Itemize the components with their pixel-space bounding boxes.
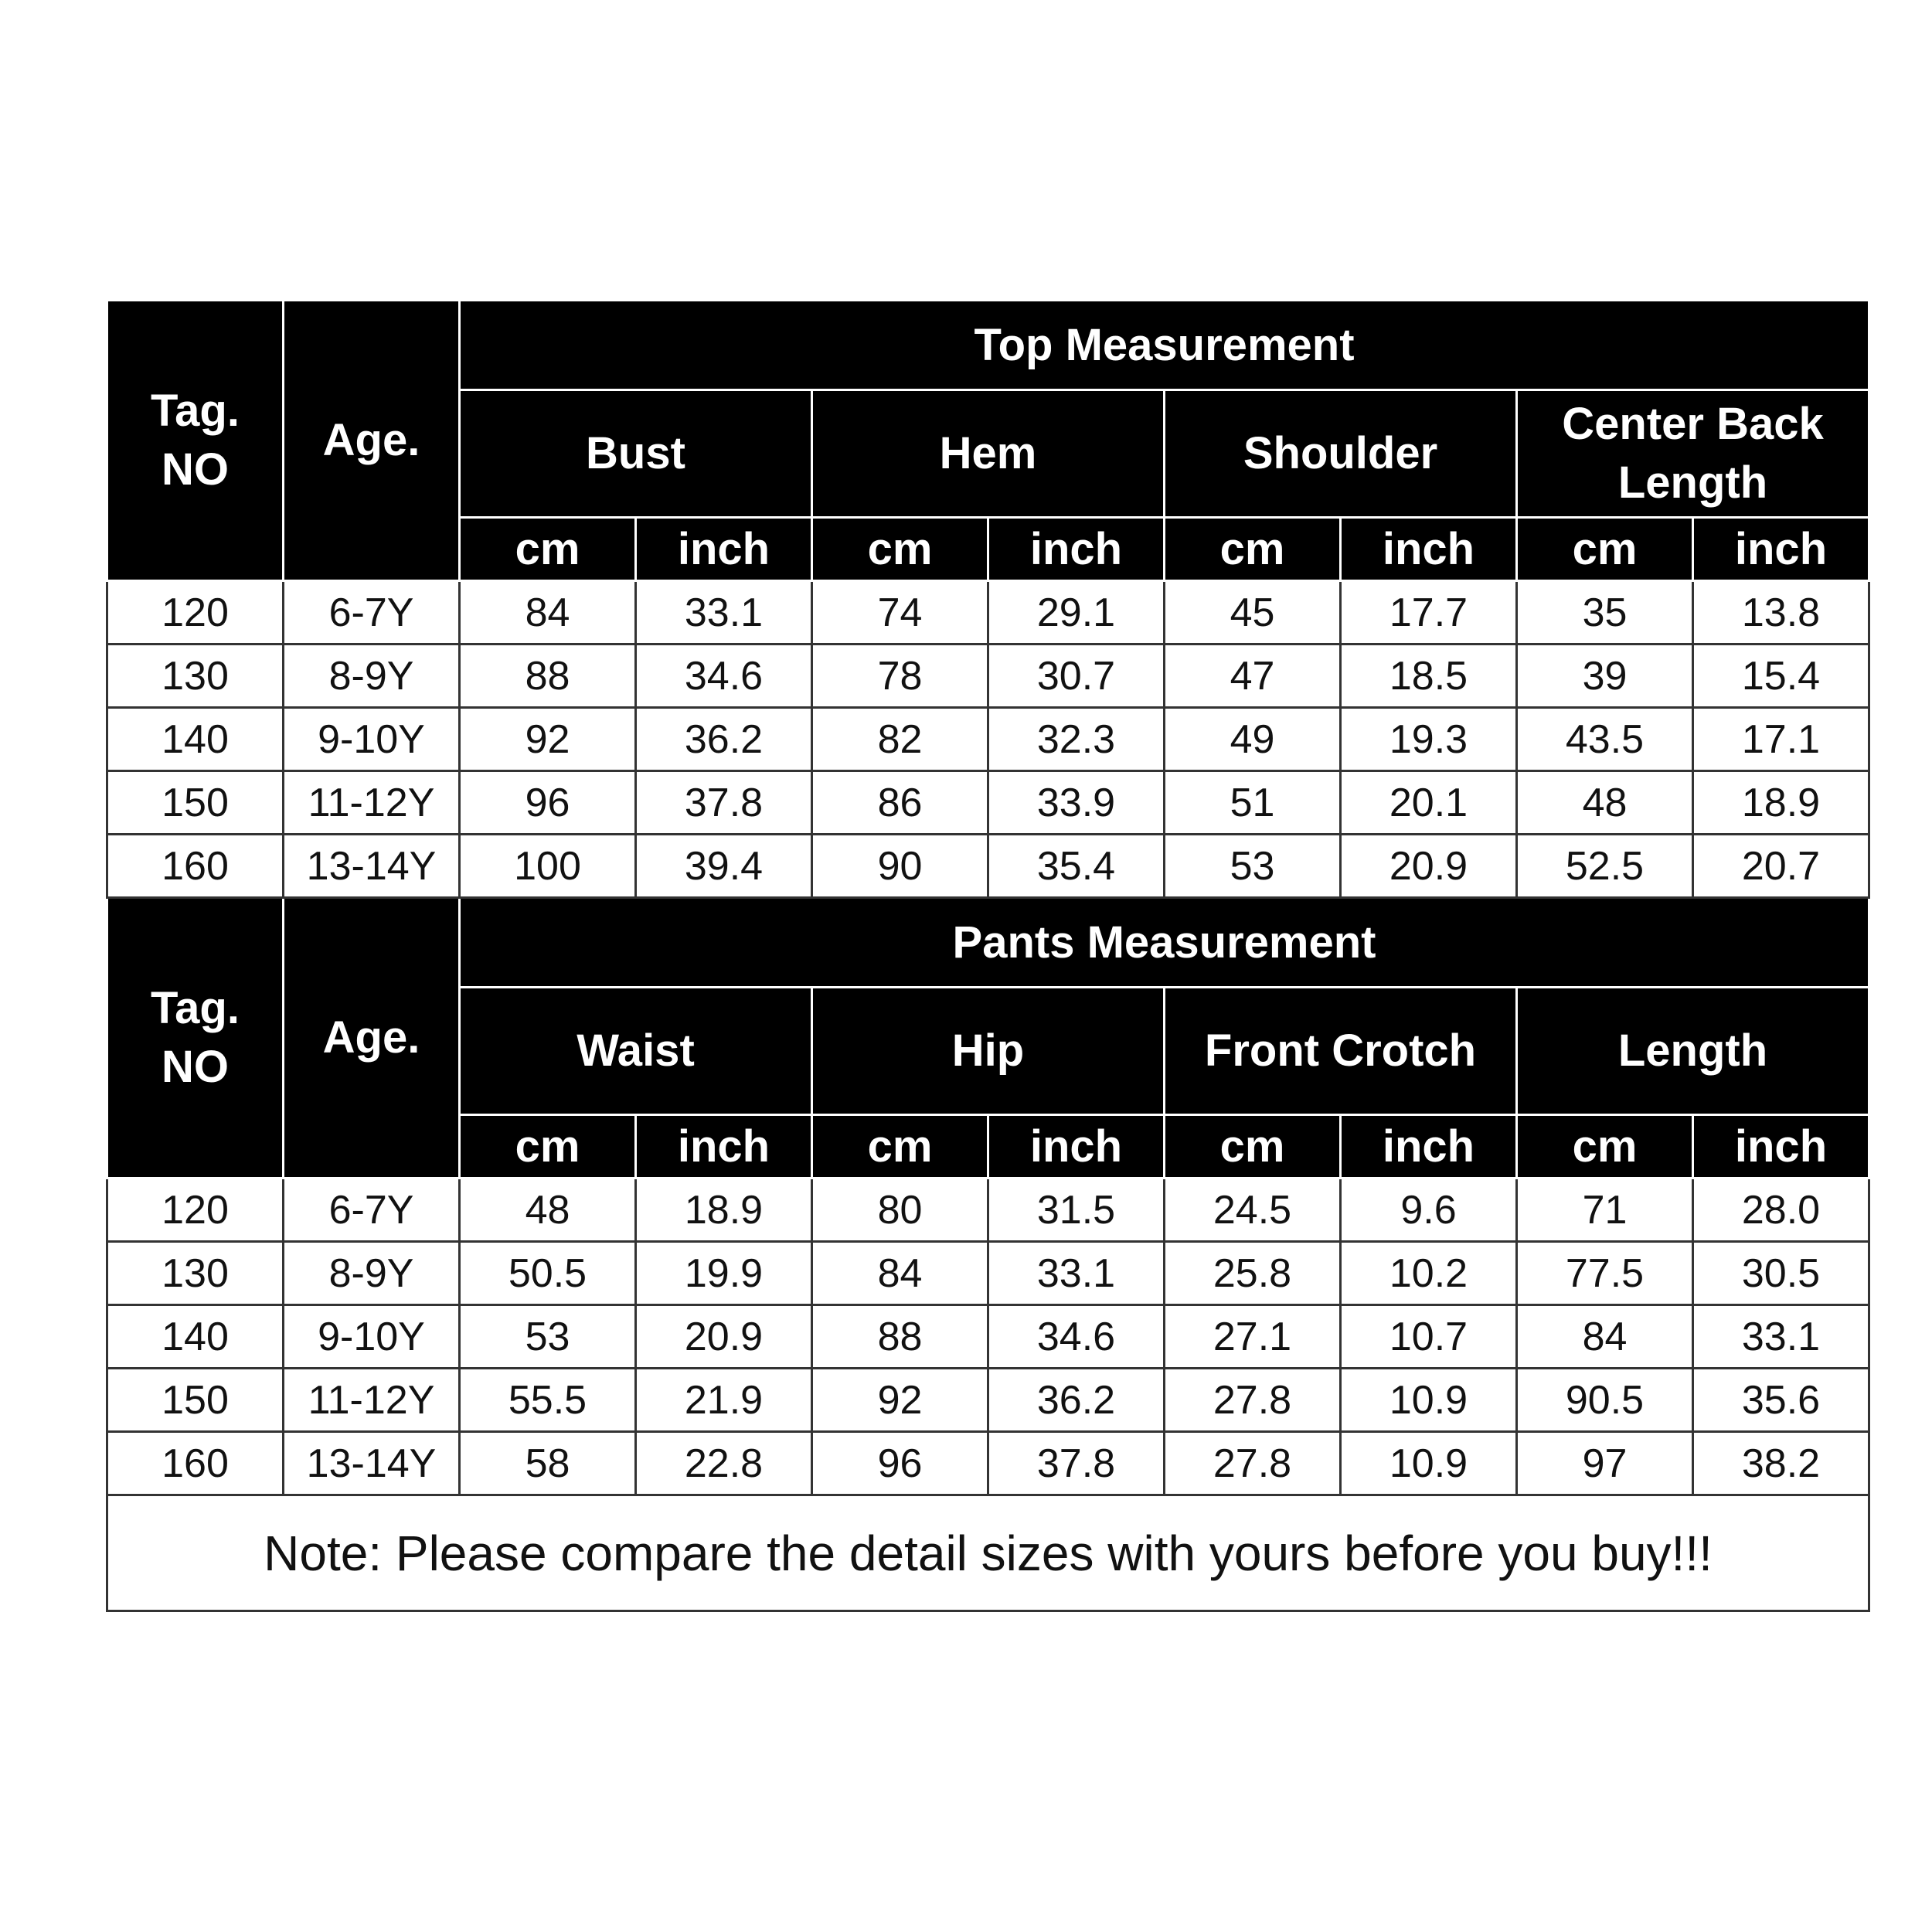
- table-cell: 27.8: [1165, 1369, 1341, 1432]
- table-cell: 10.7: [1341, 1305, 1517, 1369]
- table-cell: 71: [1517, 1179, 1693, 1242]
- table-cell: 47: [1165, 645, 1341, 708]
- unit-inch-header: inch: [636, 1115, 812, 1179]
- table-row: [107, 1305, 1869, 1369]
- table-cell: 33.9: [988, 771, 1165, 835]
- table-cell: 18.9: [636, 1179, 812, 1242]
- pants-title-row: [107, 898, 1869, 988]
- table-cell: 28.0: [1693, 1179, 1869, 1242]
- unit-inch-header: inch: [636, 518, 812, 581]
- table-cell: 92: [460, 708, 636, 771]
- table-cell: 77.5: [1517, 1242, 1693, 1305]
- table-cell: 48: [1517, 771, 1693, 835]
- table-cell: 58: [460, 1432, 636, 1495]
- table-cell: 53: [1165, 835, 1341, 898]
- unit-cm-header: cm: [460, 518, 636, 581]
- table-cell: 29.1: [988, 581, 1165, 645]
- unit-inch-header: inch: [1693, 1115, 1869, 1179]
- table-cell: 6-7Y: [284, 1179, 460, 1242]
- table-cell: 17.1: [1693, 708, 1869, 771]
- unit-cm-header: cm: [812, 518, 988, 581]
- table-cell: 15.4: [1693, 645, 1869, 708]
- size-chart-table: [106, 299, 1870, 1612]
- table-cell: 13.8: [1693, 581, 1869, 645]
- top-section-title: Top Measurement: [460, 301, 1869, 390]
- unit-cm-header: cm: [1165, 1115, 1341, 1179]
- table-cell: 9-10Y: [284, 708, 460, 771]
- table-cell: 51: [1165, 771, 1341, 835]
- table-cell: 13-14Y: [284, 835, 460, 898]
- unit-cm-header: cm: [812, 1115, 988, 1179]
- pants-section-title: Pants Measurement: [460, 898, 1869, 988]
- table-cell: 52.5: [1517, 835, 1693, 898]
- table-cell: 21.9: [636, 1369, 812, 1432]
- table-cell: 88: [460, 645, 636, 708]
- table-cell: 120: [107, 581, 284, 645]
- top-group-header: [1165, 390, 1517, 518]
- table-cell: 36.2: [988, 1369, 1165, 1432]
- table-row: [107, 708, 1869, 771]
- table-cell: 86: [812, 771, 988, 835]
- unit-cm-header: cm: [1165, 518, 1341, 581]
- table-cell: 92: [812, 1369, 988, 1432]
- table-cell: 27.8: [1165, 1432, 1341, 1495]
- table-cell: 150: [107, 771, 284, 835]
- group-label: Length: [1617, 1026, 1768, 1076]
- table-cell: 140: [107, 1305, 284, 1369]
- table-cell: 84: [1517, 1305, 1693, 1369]
- table-cell: 160: [107, 1432, 284, 1495]
- table-row: [107, 581, 1869, 645]
- top-group-header: [1517, 390, 1869, 518]
- table-cell: 32.3: [988, 708, 1165, 771]
- table-cell: 22.8: [636, 1432, 812, 1495]
- table-cell: 130: [107, 645, 284, 708]
- unit-inch-header: inch: [988, 518, 1165, 581]
- table-cell: 35.4: [988, 835, 1165, 898]
- table-cell: 6-7Y: [284, 581, 460, 645]
- table-cell: 80: [812, 1179, 988, 1242]
- table-row: [107, 835, 1869, 898]
- table-cell: 90: [812, 835, 988, 898]
- table-cell: 43.5: [1517, 708, 1693, 771]
- table-cell: 74: [812, 581, 988, 645]
- group-label: Waist: [577, 1026, 695, 1076]
- table-cell: 8-9Y: [284, 1242, 460, 1305]
- table-row: [107, 1179, 1869, 1242]
- top-age-header: Age.: [284, 301, 460, 581]
- unit-inch-header: inch: [988, 1115, 1165, 1179]
- table-cell: 45: [1165, 581, 1341, 645]
- top-group-header: [460, 390, 812, 518]
- table-row: [107, 1369, 1869, 1432]
- table-cell: 36.2: [636, 708, 812, 771]
- unit-cm-header: cm: [460, 1115, 636, 1179]
- table-row: [107, 771, 1869, 835]
- table-cell: 9.6: [1341, 1179, 1517, 1242]
- table-cell: 150: [107, 1369, 284, 1432]
- table-cell: 25.8: [1165, 1242, 1341, 1305]
- table-cell: 19.3: [1341, 708, 1517, 771]
- table-cell: 38.2: [1693, 1432, 1869, 1495]
- pants-group-header: [812, 988, 1165, 1115]
- table-cell: 100: [460, 835, 636, 898]
- pants-group-header: [1165, 988, 1517, 1115]
- tag-header-line1: Tag.: [151, 386, 240, 436]
- table-cell: 18.9: [1693, 771, 1869, 835]
- table-cell: 34.6: [988, 1305, 1165, 1369]
- unit-inch-header: inch: [1693, 518, 1869, 581]
- table-cell: 30.5: [1693, 1242, 1869, 1305]
- top-tag-header: [107, 301, 284, 581]
- table-cell: 20.9: [636, 1305, 812, 1369]
- table-cell: 49: [1165, 708, 1341, 771]
- table-cell: 48: [460, 1179, 636, 1242]
- table-cell: 24.5: [1165, 1179, 1341, 1242]
- table-cell: 35.6: [1693, 1369, 1869, 1432]
- unit-inch-header: inch: [1341, 1115, 1517, 1179]
- group-label: Shoulder: [1243, 428, 1438, 478]
- table-cell: 27.1: [1165, 1305, 1341, 1369]
- pants-tag-header: [107, 898, 284, 1179]
- unit-inch-header: inch: [1341, 518, 1517, 581]
- table-cell: 160: [107, 835, 284, 898]
- table-cell: 10.9: [1341, 1369, 1517, 1432]
- top-group-header: [812, 390, 1165, 518]
- table-cell: 78: [812, 645, 988, 708]
- table-cell: 84: [460, 581, 636, 645]
- table-cell: 10.9: [1341, 1432, 1517, 1495]
- table-row: [107, 645, 1869, 708]
- table-cell: 37.8: [636, 771, 812, 835]
- table-cell: 84: [812, 1242, 988, 1305]
- note-row: [107, 1495, 1869, 1611]
- table-cell: 35: [1517, 581, 1693, 645]
- table-cell: 17.7: [1341, 581, 1517, 645]
- table-cell: 33.1: [636, 581, 812, 645]
- table-cell: 13-14Y: [284, 1432, 460, 1495]
- table-cell: 33.1: [988, 1242, 1165, 1305]
- tag-header-line1: Tag.: [151, 983, 240, 1033]
- table-cell: 18.5: [1341, 645, 1517, 708]
- table-cell: 20.9: [1341, 835, 1517, 898]
- group-label: Hip: [951, 1026, 1025, 1076]
- table-cell: 97: [1517, 1432, 1693, 1495]
- table-cell: 20.1: [1341, 771, 1517, 835]
- table-cell: 30.7: [988, 645, 1165, 708]
- note-text: Note: Please compare the detail sizes with yours before you buy!!!: [107, 1495, 1869, 1611]
- pants-age-header: Age.: [284, 898, 460, 1179]
- table-cell: 90.5: [1517, 1369, 1693, 1432]
- table-cell: 11-12Y: [284, 1369, 460, 1432]
- table-cell: 50.5: [460, 1242, 636, 1305]
- table-cell: 53: [460, 1305, 636, 1369]
- group-label: Hem: [939, 428, 1037, 478]
- table-row: [107, 1242, 1869, 1305]
- table-cell: 96: [460, 771, 636, 835]
- table-cell: 55.5: [460, 1369, 636, 1432]
- table-cell: 19.9: [636, 1242, 812, 1305]
- table-cell: 130: [107, 1242, 284, 1305]
- group-label: Bust: [586, 428, 685, 478]
- pants-group-header: [460, 988, 812, 1115]
- table-cell: 140: [107, 708, 284, 771]
- table-cell: 88: [812, 1305, 988, 1369]
- group-label: Front Crotch: [1204, 1026, 1477, 1076]
- group-label-line2: Length: [1617, 457, 1768, 508]
- table-cell: 11-12Y: [284, 771, 460, 835]
- table-cell: 39.4: [636, 835, 812, 898]
- table-cell: 20.7: [1693, 835, 1869, 898]
- tag-header-line2: NO: [162, 444, 229, 495]
- table-cell: 9-10Y: [284, 1305, 460, 1369]
- tag-header-line2: NO: [162, 1042, 229, 1092]
- unit-cm-header: cm: [1517, 518, 1693, 581]
- table-cell: 34.6: [636, 645, 812, 708]
- table-cell: 8-9Y: [284, 645, 460, 708]
- size-chart-body: [107, 301, 1869, 1611]
- table-cell: 120: [107, 1179, 284, 1242]
- table-row: [107, 1432, 1869, 1495]
- unit-cm-header: cm: [1517, 1115, 1693, 1179]
- group-label: Center Back: [1562, 399, 1824, 449]
- table-cell: 39: [1517, 645, 1693, 708]
- pants-group-header: [1517, 988, 1869, 1115]
- table-cell: 33.1: [1693, 1305, 1869, 1369]
- table-cell: 10.2: [1341, 1242, 1517, 1305]
- top-title-row: [107, 301, 1869, 390]
- table-cell: 31.5: [988, 1179, 1165, 1242]
- table-cell: 37.8: [988, 1432, 1165, 1495]
- table-cell: 82: [812, 708, 988, 771]
- table-cell: 96: [812, 1432, 988, 1495]
